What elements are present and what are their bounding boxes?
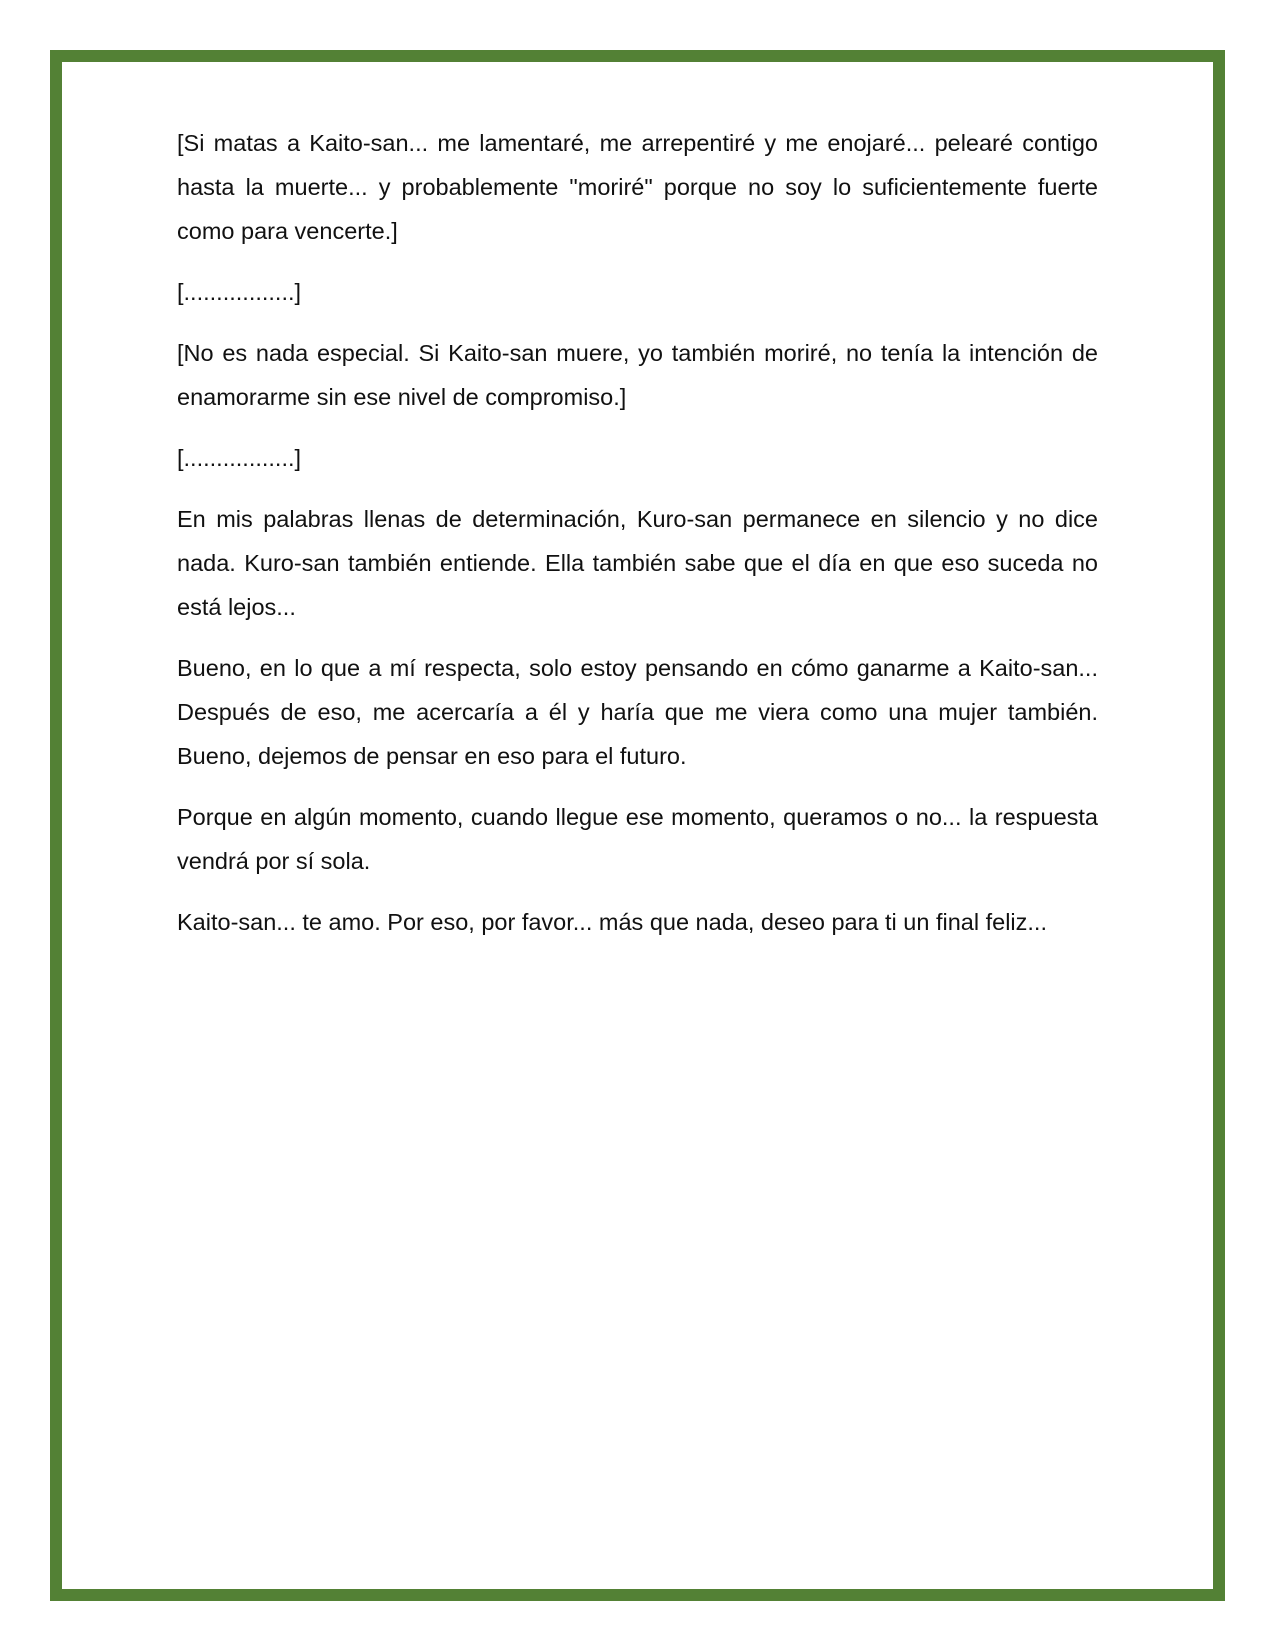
paragraph-3: [No es nada especial. Si Kaito-san muere, yo también moriré, no tenía la intención de enamorarme sin ese nivel de compromiso.] [177, 340, 1098, 410]
paragraph-5: En mis palabras llenas de determinación, Kuro-san permanece en silencio y no dice nada. Kuro-san también entiende. Ella también sabe que el día en que eso suceda no está lejos... [177, 506, 1098, 620]
paragraph-2: [.................] [177, 279, 302, 305]
paragraph-8: Kaito-san... te amo. Por eso, por favor... más que nada, deseo para ti un final feliz... [177, 909, 1047, 935]
paragraph-4: [.................] [177, 445, 302, 471]
paragraph-7: Porque en algún momento, cuando llegue ese momento, queramos o no... la respuesta vendrá por sí sola. [177, 804, 1098, 874]
paragraph-6: Bueno, en lo que a mí respecta, solo estoy pensando en cómo ganarme a Kaito-san... Después de eso, me acercaría a él y haría que me viera como una mujer también. Bueno, dejemos de pensar en eso para el futuro. [177, 655, 1098, 769]
paragraph-1: [Si matas a Kaito-san... me lamentaré, me arrepentiré y me enojaré... pelearé contigo hasta la muerte... y probablemente "moriré" porque no soy lo suficientemente fuerte como para vencerte.] [177, 130, 1098, 244]
document-body [177, 121, 1098, 961]
